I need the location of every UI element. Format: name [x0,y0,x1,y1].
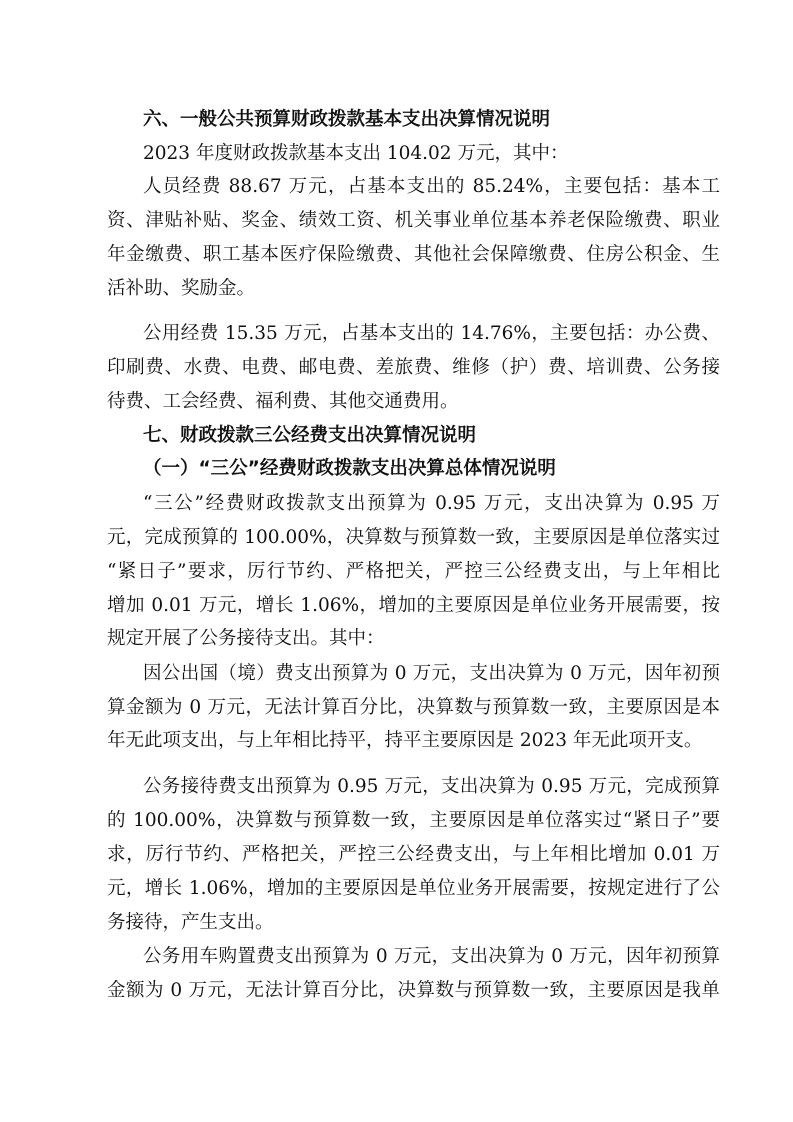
paragraph-line: 2023 年度财政拨款基本支出 104.02 万元，其中： [143,143,569,164]
paragraph-line: 规定开展了公务接待支出。其中： [107,628,385,649]
paragraph-line: 公用经费 15.35 万元，占基本支出的 14.76%，主要包括：办公费、 [143,323,720,344]
paragraph-line: 的 100.00%，决算数与预算数一致，主要原因是单位落实过“紧日子”要 [107,810,720,831]
paragraph-line: 公务用车购置费支出预算为 0 万元，支出决算为 0 万元，因年初预算 [143,946,720,967]
paragraph-line: 活补助、奖励金。 [107,278,256,299]
paragraph-line: 印刷费、水费、电费、邮电费、差旅费、维修（护）费、培训费、公务接 [107,357,720,378]
paragraph-line: 因公出国（境）费支出预算为 0 万元，支出决算为 0 万元，因年初预 [143,663,720,684]
section-heading-7: 七、财政拨款三公经费支出决算情况说明 [143,425,477,446]
paragraph-line: 元，完成预算的 100.00%，决算数与预算数一致，主要原因是单位落实过 [107,527,720,548]
subsection-heading-1: （一）“三公”经费财政拨款支出决算总体情况说明 [143,458,556,479]
paragraph-line: 公务接待费支出预算为 0.95 万元，支出决算为 0.95 万元，完成预算 [143,776,720,797]
paragraph-line: 元，增长 1.06%，增加的主要原因是单位业务开展需要，按规定进行了公 [107,878,720,899]
section-heading-6: 六、一般公共预算财政拨款基本支出决算情况说明 [143,109,551,130]
paragraph-line: 金额为 0 万元，无法计算百分比，决算数与预算数一致，主要原因是我单 [107,980,720,1001]
paragraph-line: 算金额为 0 万元，无法计算百分比，决算数与预算数一致，主要原因是本 [107,697,720,718]
paragraph-line: 年无此项支出，与上年相比持平，持平主要原因是 2023 年无此项开支。 [107,730,703,751]
paragraph-line: 务接待，产生支出。 [107,912,274,933]
paragraph-line: 人员经费 88.67 万元，占基本支出的 85.24%，主要包括：基本工 [143,176,720,197]
paragraph-line: “三公”经费财政拨款支出预算为 0.95 万元，支出决算为 0.95 万 [143,493,720,514]
paragraph-line: 待费、工会经费、福利费、其他交通费用。 [107,391,459,412]
paragraph-line: 求，厉行节约、严格把关，严控三公经费支出，与上年相比增加 0.01 万 [107,844,720,865]
paragraph-line: 年金缴费、职工基本医疗保险缴费、其他社会保障缴费、住房公积金、生 [107,244,720,265]
paragraph-line: 资、津贴补贴、奖金、绩效工资、机关事业单位基本养老保险缴费、职业 [107,210,720,231]
paragraph-line: “紧日子”要求，厉行节约、严格把关，严控三公经费支出，与上年相比 [107,561,720,582]
paragraph-line: 增加 0.01 万元，增长 1.06%，增加的主要原因是单位业务开展需要，按 [107,595,720,616]
